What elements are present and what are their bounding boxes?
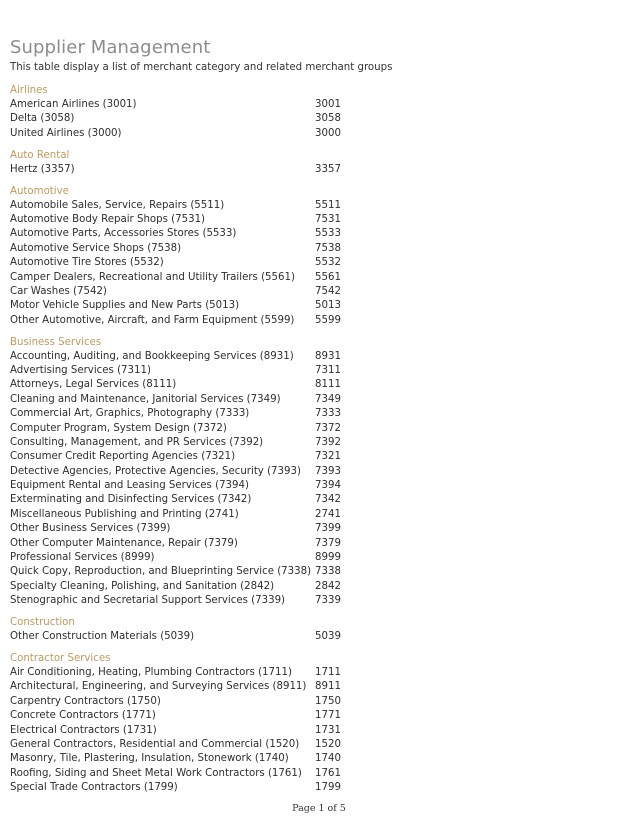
merchant-code: 7338 <box>315 566 341 578</box>
merchant-name: Quick Copy, Reproduction, and Blueprinting Service (7338) <box>10 566 312 578</box>
table-row <box>10 493 410 507</box>
merchant-code: 3000 <box>315 127 341 139</box>
merchant-code: 7542 <box>315 285 341 297</box>
page-title: Supplier Management <box>10 37 211 58</box>
merchant-code: 5013 <box>315 300 341 312</box>
table-row <box>10 213 410 227</box>
merchant-code: 5599 <box>315 314 341 326</box>
category-section <box>10 615 410 644</box>
merchant-code: 8111 <box>315 379 341 391</box>
merchant-code: 1731 <box>315 724 341 736</box>
merchant-name: Attorneys, Legal Services (8111) <box>10 379 177 391</box>
category-section <box>10 651 410 796</box>
table-row <box>10 580 410 594</box>
merchant-name: General Contractors, Residential and Commercial (1520) <box>10 738 300 750</box>
table-row <box>10 242 410 256</box>
table-row <box>10 436 410 450</box>
merchant-code: 1711 <box>315 667 341 678</box>
merchant-name: Other Business Services (7399) <box>10 523 171 535</box>
category-section <box>10 83 410 141</box>
table-row <box>10 508 410 522</box>
merchant-code: 3058 <box>315 113 341 125</box>
merchant-code: 7333 <box>315 408 341 420</box>
merchant-name: American Airlines (3001) <box>10 99 137 110</box>
section-heading: Construction <box>10 617 75 629</box>
merchant-name: Motor Vehicle Supplies and New Parts (5013) <box>10 300 240 312</box>
table-row <box>10 350 410 364</box>
merchant-name: Carpentry Contractors (1750) <box>10 695 161 707</box>
merchant-name: Automobile Sales, Service, Repairs (5511) <box>10 199 225 211</box>
merchant-code: 2741 <box>315 508 341 520</box>
section-heading: Auto Rental <box>10 149 70 161</box>
category-section <box>10 148 410 177</box>
table-row <box>10 551 410 565</box>
merchant-name: Air Conditioning, Heating, Plumbing Contractors (1711) <box>10 667 292 678</box>
page-number: Page 1 of 5 <box>292 803 346 814</box>
merchant-code: 8999 <box>315 552 341 564</box>
merchant-code: 3357 <box>315 163 341 175</box>
table-row <box>10 364 410 378</box>
merchant-code: 1740 <box>315 753 341 765</box>
merchant-name: Electrical Contractors (1731) <box>10 724 157 736</box>
table-row <box>10 285 410 299</box>
table-row <box>10 630 410 644</box>
merchant-code: 7372 <box>315 422 341 434</box>
merchant-name: Advertising Services (7311) <box>10 364 151 376</box>
merchant-name: Consumer Credit Reporting Agencies (7321) <box>10 451 236 463</box>
merchant-name: Architectural, Engineering, and Surveying Services (8911) <box>10 681 307 693</box>
merchant-code: 3001 <box>315 99 341 110</box>
merchant-code: 7399 <box>315 523 341 535</box>
merchant-category-table <box>10 83 410 802</box>
merchant-name: Delta (3058) <box>10 113 75 125</box>
table-row <box>10 680 410 694</box>
page-subtitle: This table display a list of merchant category and related merchant groups <box>10 62 393 73</box>
merchant-name: Roofing, Siding and Sheet Metal Work Contractors (1761) <box>10 767 302 779</box>
merchant-code: 2842 <box>315 580 341 592</box>
merchant-name: Detective Agencies, Protective Agencies, Security (7393) <box>10 465 301 477</box>
merchant-code: 8911 <box>315 681 341 693</box>
table-row <box>10 163 410 177</box>
table-row <box>10 767 410 781</box>
merchant-code: 7321 <box>315 451 341 463</box>
merchant-code: 7531 <box>315 213 341 225</box>
table-row <box>10 781 410 795</box>
table-row <box>10 393 410 407</box>
merchant-name: Masonry, Tile, Plastering, Insulation, Stonework (1740) <box>10 753 289 765</box>
table-row <box>10 450 410 464</box>
table-row <box>10 465 410 479</box>
merchant-name: Commercial Art, Graphics, Photography (7333) <box>10 408 250 420</box>
merchant-name: Professional Services (8999) <box>10 552 155 564</box>
section-heading: Contractor Services <box>10 653 111 664</box>
merchant-code: 5561 <box>315 271 341 283</box>
table-row <box>10 738 410 752</box>
merchant-code: 7339 <box>315 595 341 607</box>
merchant-name: United Airlines (3000) <box>10 127 122 139</box>
merchant-name: Consulting, Management, and PR Services (7392) <box>10 436 264 448</box>
table-row <box>10 695 410 709</box>
section-heading: Airlines <box>10 85 48 96</box>
merchant-name: Specialty Cleaning, Polishing, and Sanitation (2842) <box>10 580 275 592</box>
merchant-name: Hertz (3357) <box>10 163 75 175</box>
table-row <box>10 709 410 723</box>
table-row <box>10 422 410 436</box>
merchant-code: 5533 <box>315 228 341 240</box>
section-heading: Automotive <box>10 185 69 197</box>
merchant-name: Concrete Contractors (1771) <box>10 710 156 722</box>
table-row <box>10 666 410 680</box>
merchant-code: 8931 <box>315 350 341 362</box>
table-row <box>10 537 410 551</box>
merchant-code: 7349 <box>315 393 341 405</box>
category-section <box>10 184 410 329</box>
merchant-code: 5511 <box>315 199 341 211</box>
merchant-name: Other Construction Materials (5039) <box>10 631 195 643</box>
table-row <box>10 299 410 313</box>
merchant-code: 7379 <box>315 537 341 549</box>
merchant-name: Equipment Rental and Leasing Services (7394) <box>10 480 249 492</box>
table-row <box>10 594 410 608</box>
merchant-name: Automotive Body Repair Shops (7531) <box>10 213 206 225</box>
table-row <box>10 378 410 392</box>
table-row <box>10 565 410 579</box>
table-row <box>10 256 410 270</box>
table-row <box>10 199 410 213</box>
merchant-name: Exterminating and Disinfecting Services (7342) <box>10 494 252 506</box>
table-row <box>10 752 410 766</box>
table-row <box>10 479 410 493</box>
table-row <box>10 127 410 141</box>
merchant-code: 7393 <box>315 465 341 477</box>
merchant-code: 7311 <box>315 364 341 376</box>
table-row <box>10 227 410 241</box>
merchant-name: Special Trade Contractors (1799) <box>10 782 178 794</box>
table-row <box>10 522 410 536</box>
merchant-code: 5532 <box>315 257 341 269</box>
merchant-code: 5039 <box>315 631 341 643</box>
merchant-code: 1771 <box>315 710 341 722</box>
merchant-name: Automotive Tire Stores (5532) <box>10 257 164 269</box>
merchant-name: Computer Program, System Design (7372) <box>10 422 227 434</box>
merchant-name: Other Computer Maintenance, Repair (7379) <box>10 537 238 549</box>
merchant-code: 1520 <box>315 738 341 750</box>
merchant-name: Other Automotive, Aircraft, and Farm Equipment (5599) <box>10 314 295 326</box>
table-row <box>10 112 410 126</box>
merchant-name: Cleaning and Maintenance, Janitorial Services (7349) <box>10 393 281 405</box>
category-section <box>10 335 410 609</box>
merchant-code: 1750 <box>315 695 341 707</box>
merchant-code: 7342 <box>315 494 341 506</box>
merchant-code: 1799 <box>315 782 341 794</box>
table-row <box>10 98 410 112</box>
table-row <box>10 271 410 285</box>
section-heading: Business Services <box>10 336 102 348</box>
table-row <box>10 724 410 738</box>
merchant-name: Miscellaneous Publishing and Printing (2741) <box>10 508 239 520</box>
table-row <box>10 407 410 421</box>
merchant-name: Car Washes (7542) <box>10 285 107 297</box>
merchant-name: Stenographic and Secretarial Support Services (7339) <box>10 595 286 607</box>
merchant-code: 1761 <box>315 767 341 779</box>
merchant-code: 7538 <box>315 242 341 254</box>
merchant-name: Automotive Service Shops (7538) <box>10 242 182 254</box>
merchant-name: Camper Dealers, Recreational and Utility Trailers (5561) <box>10 271 295 283</box>
merchant-name: Accounting, Auditing, and Bookkeeping Services (8931) <box>10 350 294 362</box>
merchant-code: 7392 <box>315 436 341 448</box>
merchant-name: Automotive Parts, Accessories Stores (5533) <box>10 228 237 240</box>
table-row <box>10 314 410 328</box>
merchant-code: 7394 <box>315 480 341 492</box>
